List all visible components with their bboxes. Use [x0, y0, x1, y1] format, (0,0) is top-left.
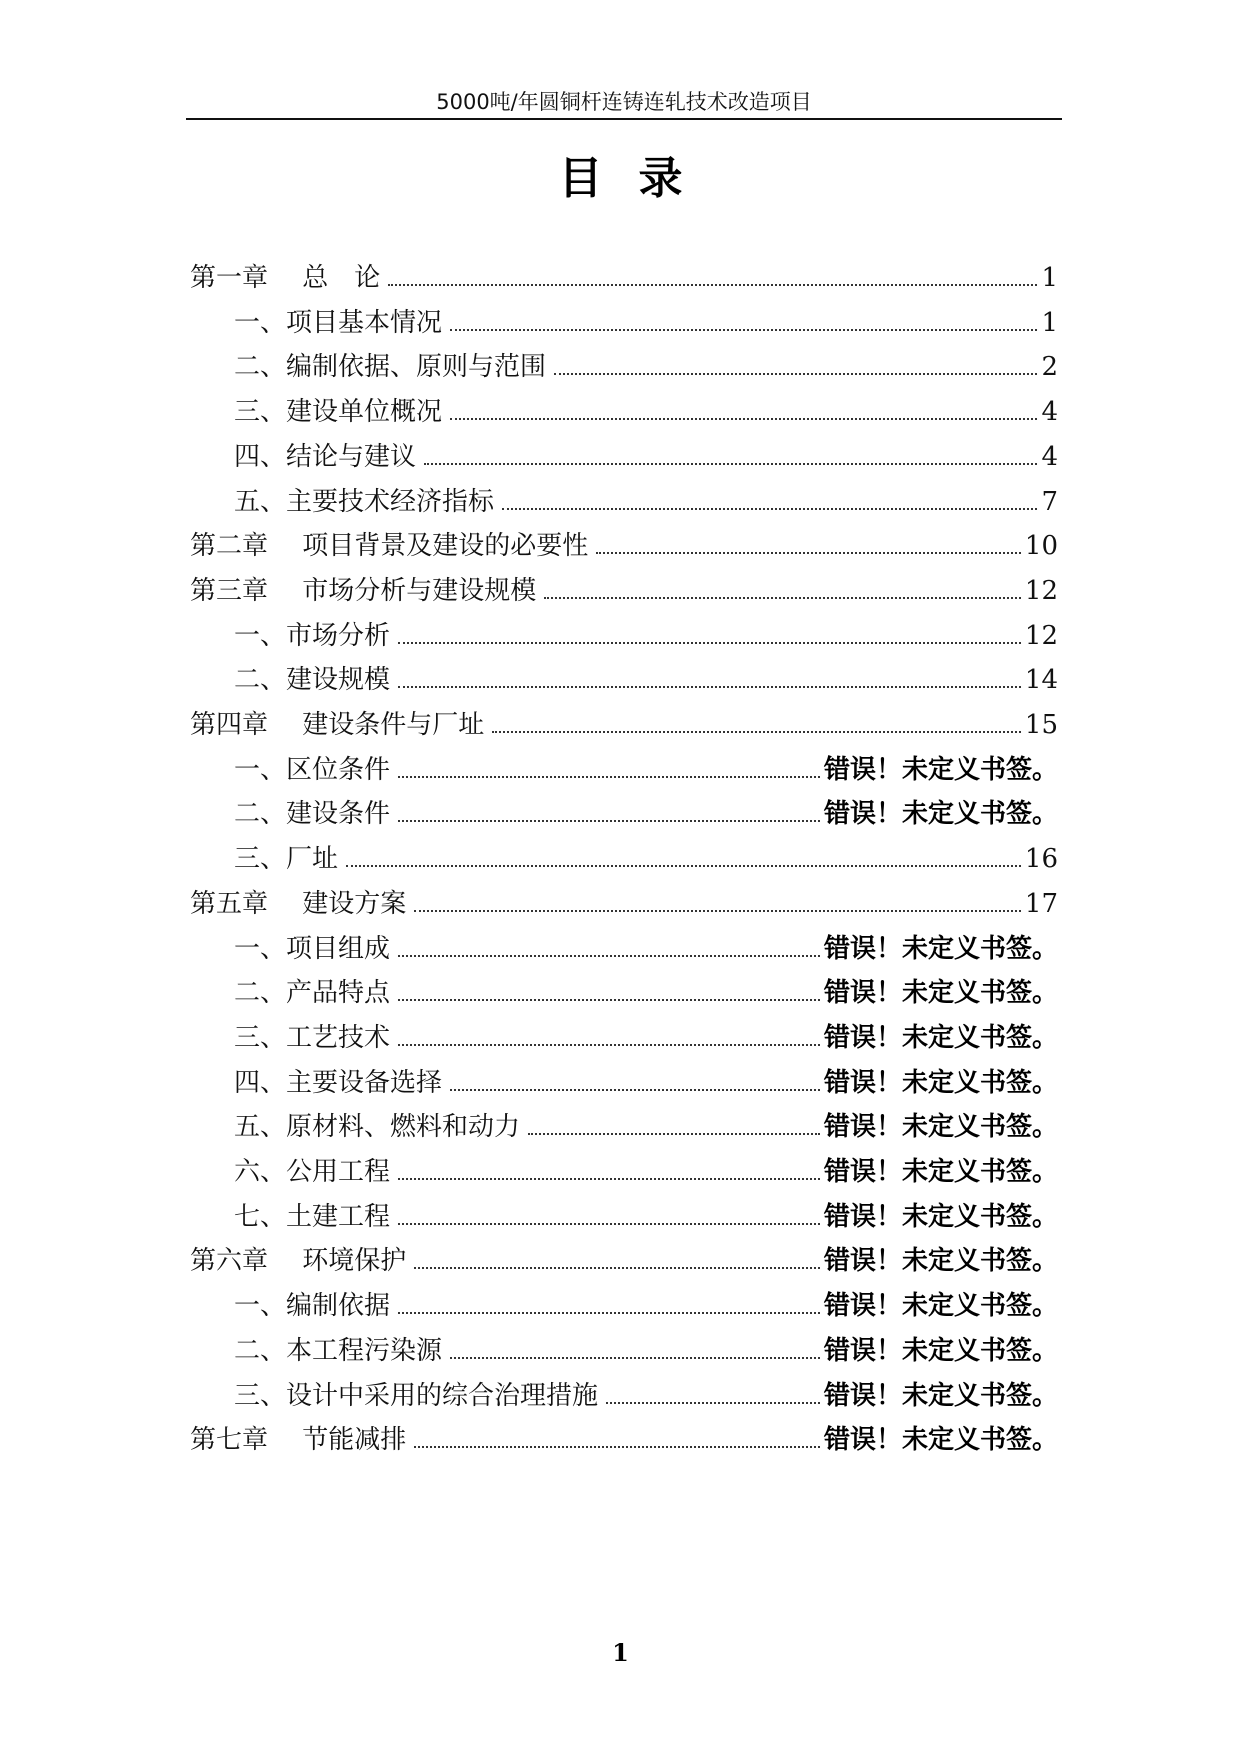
dot-leader: [398, 776, 820, 778]
dot-leader: [606, 1402, 820, 1404]
toc-entry-title: 总 论: [302, 263, 381, 293]
toc-entry[interactable]: [234, 479, 1058, 519]
toc-entry-title: 建设条件: [286, 799, 391, 830]
toc-entry-title: 编制依据、原则与范围: [286, 352, 547, 383]
toc-entry-title: 厂址: [286, 844, 339, 875]
toc-entry-label: [234, 1200, 390, 1234]
toc-entry-page: 14: [1024, 665, 1058, 696]
toc-entry-number: 二、: [234, 665, 287, 696]
page-number: 1: [612, 1638, 629, 1667]
toc-entry-title: 公用工程: [286, 1157, 391, 1187]
toc-entry-number: 二、: [234, 352, 287, 383]
dot-leader: [414, 1267, 820, 1269]
toc-entry-title: 本工程污染源: [286, 1335, 443, 1366]
toc-entry[interactable]: [234, 836, 1058, 876]
toc-entry[interactable]: [234, 434, 1058, 474]
toc-entry-label: [190, 887, 406, 921]
toc-entry-label: [234, 619, 390, 653]
dot-leader: [398, 955, 820, 957]
toc-entry[interactable]: [234, 926, 1058, 966]
toc-entry-number: 一、: [234, 933, 287, 964]
toc-entry[interactable]: [234, 970, 1058, 1010]
toc-entry[interactable]: [234, 1328, 1058, 1368]
toc-entry-number: 四、: [234, 1067, 287, 1098]
toc-entry-title: 项目背景及建设的必要性: [302, 531, 589, 562]
toc-entry-title: 产品特点: [286, 978, 391, 1009]
toc-entry-page-error: 错误！未定义书签。: [823, 1157, 1058, 1187]
toc-entry-title: 主要技术经济指标: [286, 486, 495, 517]
toc-entry-number: 三、: [234, 1380, 287, 1411]
toc-entry-title: 编制依据: [286, 1291, 391, 1322]
toc-entry[interactable]: [190, 523, 1058, 563]
toc-entry-page-error: 错误！未定义书签。: [823, 933, 1058, 964]
toc-entry-page-error: 错误！未定义书签。: [823, 1380, 1058, 1411]
toc-entry[interactable]: [234, 1015, 1058, 1055]
toc-entry-page: 12: [1024, 575, 1058, 606]
dot-leader: [398, 1178, 820, 1180]
toc-entry-number: 五、: [234, 486, 287, 517]
toc-entry-page: 4: [1041, 441, 1058, 472]
toc-entry-number: 五、: [234, 1112, 287, 1143]
toc-entry-number: 第七章: [190, 1425, 269, 1456]
toc-entry-title: 建设方案: [302, 888, 407, 919]
toc-entry-page-error: 错误！未定义书签。: [823, 1067, 1058, 1098]
dot-leader: [502, 508, 1037, 510]
toc-entry-label: [234, 350, 546, 384]
toc-entry-number: 第六章: [190, 1246, 269, 1277]
dot-leader: [528, 1133, 820, 1135]
toc-entry-page-error: 错误！未定义书签。: [823, 1291, 1058, 1322]
toc-entry-number: 三、: [234, 844, 287, 875]
dot-leader: [398, 1044, 820, 1046]
toc-entry[interactable]: [190, 255, 1058, 295]
toc-entry-title: 项目组成: [286, 933, 391, 964]
dot-leader: [450, 1089, 820, 1091]
toc-entry-title: 建设规模: [286, 665, 391, 696]
dot-leader: [450, 418, 1037, 420]
toc-entry-number: 一、: [234, 620, 287, 651]
toc-entry[interactable]: [234, 1373, 1058, 1413]
toc-entry-page: 12: [1024, 620, 1058, 651]
toc-entry-number: 二、: [234, 799, 287, 830]
toc-entry-page: 2: [1041, 352, 1058, 383]
toc-entry-page: 16: [1024, 844, 1058, 875]
toc-entry-number: 三、: [234, 397, 287, 428]
toc-entry[interactable]: [190, 568, 1058, 608]
dot-leader: [544, 597, 1021, 599]
dot-leader: [388, 284, 1037, 286]
toc-entry-page-error: 错误！未定义书签。: [823, 1246, 1058, 1277]
toc-entry-label: [234, 440, 416, 474]
toc-entry-page-error: 错误！未定义书签。: [823, 1022, 1058, 1053]
toc-entry-page: 10: [1024, 531, 1058, 562]
toc-entry[interactable]: [190, 702, 1058, 742]
dot-leader: [398, 999, 820, 1001]
toc-entry[interactable]: [190, 1417, 1058, 1457]
toc-entry-page-error: 错误！未定义书签。: [823, 1112, 1058, 1143]
toc-entry-title: 建设单位概况: [286, 397, 443, 428]
toc-entry-page-error: 错误！未定义书签。: [823, 754, 1058, 785]
dot-leader: [450, 1357, 820, 1359]
toc-entry-label: [234, 753, 390, 787]
toc-entry-title: 区位条件: [286, 754, 391, 785]
toc-entry[interactable]: [234, 1149, 1058, 1189]
toc-entry-label: [190, 261, 380, 295]
toc-entry[interactable]: [234, 747, 1058, 787]
toc-entry-label: [234, 1110, 520, 1144]
dot-leader: [450, 329, 1037, 331]
toc-entry[interactable]: [234, 1283, 1058, 1323]
toc-entry-label: [234, 1334, 442, 1368]
toc-entry-number: 第四章: [190, 710, 269, 740]
toc-entry-number: 七、: [234, 1201, 287, 1232]
toc-entry-title: 建设条件与厂址: [302, 710, 485, 740]
toc-entry-label: [234, 485, 494, 519]
dot-leader: [346, 865, 1021, 867]
toc-entry[interactable]: [234, 1104, 1058, 1144]
toc-entry-page-error: 错误！未定义书签。: [823, 799, 1058, 830]
toc-entry-number: 三、: [234, 1022, 287, 1053]
toc-entry-label: [234, 306, 442, 340]
toc-entry-label: [234, 976, 390, 1010]
toc-entry-label: [234, 395, 442, 429]
toc-entry-number: 第三章: [190, 575, 269, 606]
toc-entry-number: 一、: [234, 307, 287, 338]
toc-entry-label: [190, 529, 588, 563]
toc-entry-title: 原材料、燃料和动力: [286, 1112, 521, 1143]
toc-entry[interactable]: [234, 389, 1058, 429]
toc-entry[interactable]: [234, 300, 1058, 340]
toc-entry[interactable]: [190, 1238, 1058, 1278]
dot-leader: [554, 373, 1037, 375]
toc-entry-title: 设计中采用的综合治理措施: [286, 1380, 599, 1411]
toc-entry-page: 15: [1024, 710, 1058, 740]
toc-entry-label: [234, 663, 390, 697]
dot-leader: [398, 642, 1021, 644]
toc-title: 目录: [558, 153, 719, 204]
toc-entry-title: 结论与建议: [286, 441, 417, 472]
toc-entry-label: [190, 574, 536, 608]
toc-entry-label: [190, 708, 484, 742]
toc-entry-title: 主要设备选择: [286, 1067, 443, 1098]
toc-entry-page: 4: [1041, 397, 1058, 428]
toc-entry[interactable]: [234, 613, 1058, 653]
dot-leader: [414, 1446, 820, 1448]
toc-entry-number: 一、: [234, 1291, 287, 1322]
toc-entry-title: 市场分析: [286, 620, 391, 651]
toc-entry-number: 一、: [234, 754, 287, 785]
toc-entry-page-error: 错误！未定义书签。: [823, 1201, 1058, 1232]
toc-entry-page-error: 错误！未定义书签。: [823, 1425, 1058, 1456]
toc-entry-title: 节能减排: [302, 1425, 407, 1456]
toc-entry-label: [190, 1244, 406, 1278]
dot-leader: [398, 1223, 820, 1225]
toc-entry-page: 7: [1041, 486, 1058, 517]
toc-entry-label: [234, 1021, 390, 1055]
toc-entry-title: 工艺技术: [286, 1022, 391, 1053]
toc-entry-number: 第五章: [190, 888, 269, 919]
toc-entry-number: 六、: [234, 1157, 287, 1187]
dot-leader: [492, 731, 1021, 733]
dot-leader: [398, 1312, 820, 1314]
toc-entry-page: 17: [1024, 888, 1058, 919]
toc-entry-label: [234, 932, 390, 966]
toc-entry-label: [234, 1379, 598, 1413]
running-header: 5000吨/年圆铜杆连铸连轧技术改造项目: [436, 90, 812, 114]
toc-entry-title: 环境保护: [302, 1246, 407, 1277]
toc-entry-label: [234, 1066, 442, 1100]
toc-entry-label: [234, 1289, 390, 1323]
toc-entry-page: 1: [1041, 307, 1058, 338]
dot-leader: [596, 552, 1021, 554]
dot-leader: [414, 910, 1021, 912]
toc-entry[interactable]: [190, 881, 1058, 921]
toc-entry[interactable]: [234, 344, 1058, 384]
toc-entry-label: [234, 797, 390, 831]
toc-entry-title: 市场分析与建设规模: [302, 575, 537, 606]
toc-entry-title: 项目基本情况: [286, 307, 443, 338]
toc-entry-number: 二、: [234, 978, 287, 1009]
toc-entry[interactable]: [234, 1060, 1058, 1100]
toc-entry-number: 第一章: [190, 263, 269, 293]
toc-entry-label: [234, 842, 338, 876]
toc-entry-number: 第二章: [190, 531, 269, 562]
toc-entry-page-error: 错误！未定义书签。: [823, 1335, 1058, 1366]
toc-entry[interactable]: [234, 657, 1058, 697]
toc-entry[interactable]: [234, 1194, 1058, 1234]
toc-entry-label: [234, 1155, 390, 1189]
toc-entry-page: 1: [1041, 263, 1058, 293]
toc-entry-number: 二、: [234, 1335, 287, 1366]
toc-entry-page-error: 错误！未定义书签。: [823, 978, 1058, 1009]
header-rule: [186, 118, 1062, 120]
dot-leader: [398, 820, 820, 822]
toc-entry-label: [190, 1423, 406, 1457]
toc-entry[interactable]: [234, 791, 1058, 831]
dot-leader: [424, 463, 1037, 465]
toc-entry-title: 土建工程: [286, 1201, 391, 1232]
toc-entry-number: 四、: [234, 441, 287, 472]
dot-leader: [398, 686, 1021, 688]
